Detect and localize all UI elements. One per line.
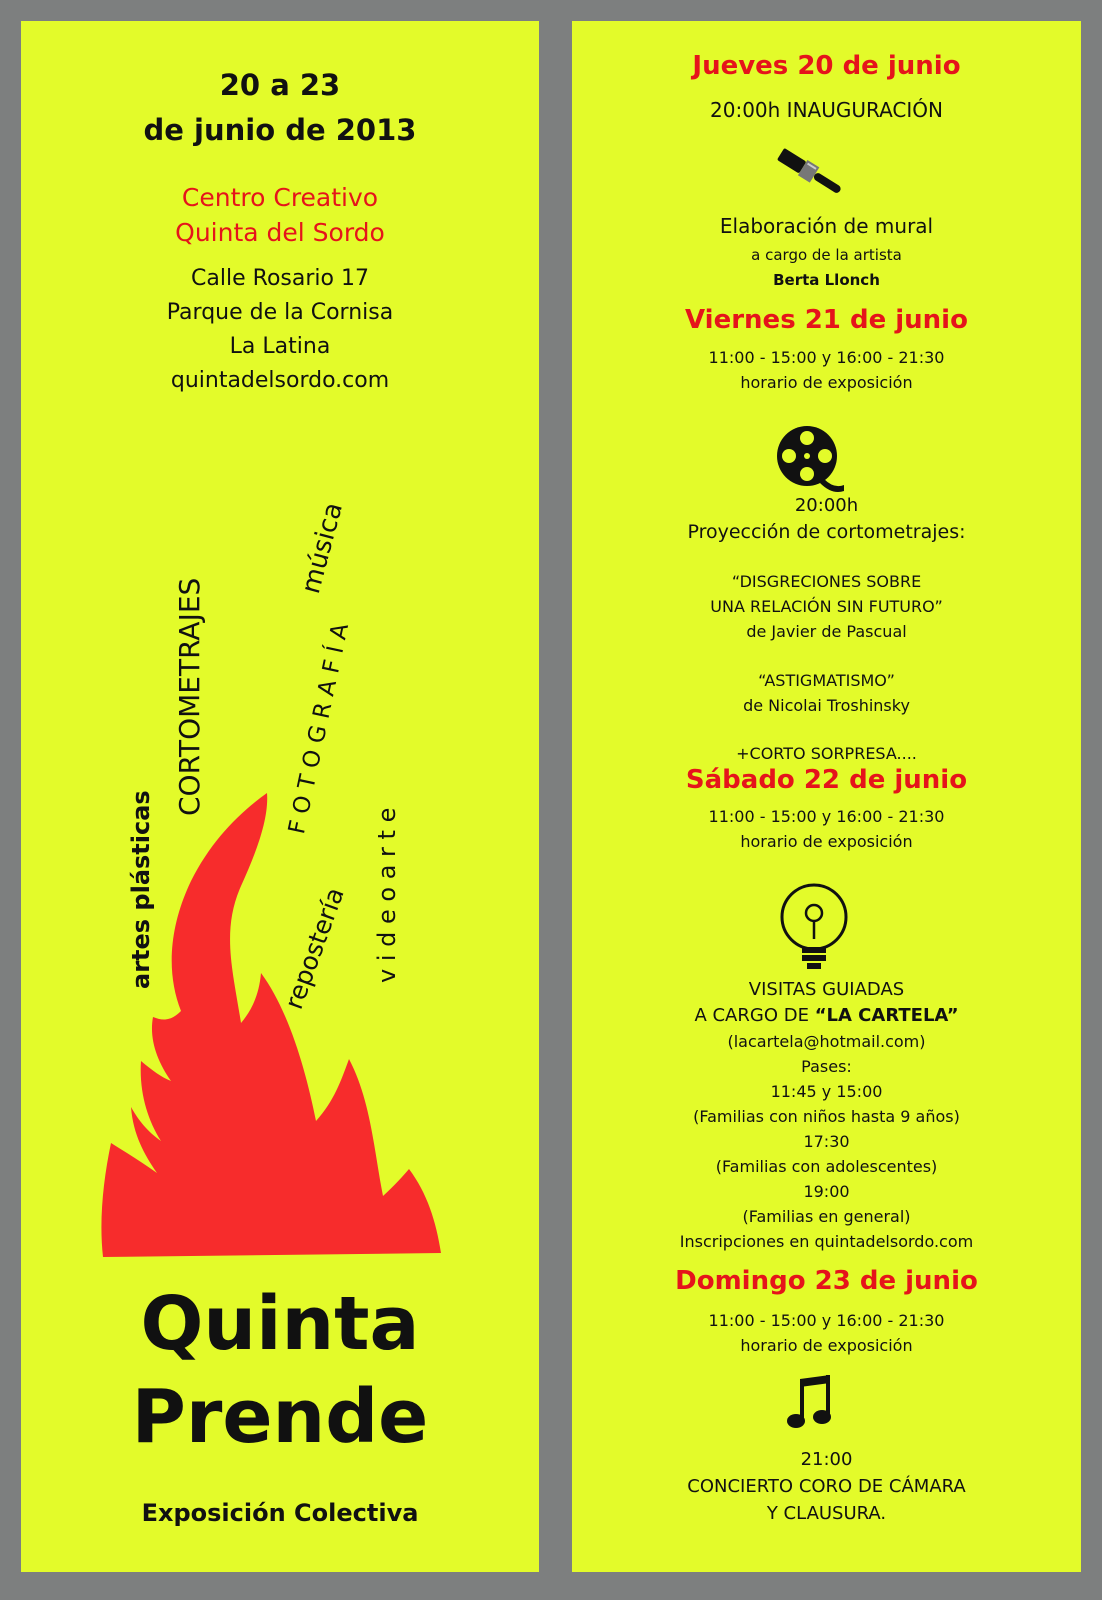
right-panel [572, 21, 1081, 1572]
friday-hours-label: horario de exposición [740, 373, 913, 392]
pass1-note: (Familias con niños hasta 9 años) [693, 1107, 960, 1126]
saturday-hours: 11:00 - 15:00 y 16:00 - 21:30 [708, 807, 945, 826]
sunday-hours-label: horario de exposición [740, 1336, 913, 1355]
pass1-time: 11:45 y 15:00 [770, 1082, 883, 1101]
saturday-hours-label: horario de exposición [740, 832, 913, 851]
discipline-artes-plasticas: artes plásticas [127, 790, 155, 989]
venue-name-line2: Quinta del Sordo [175, 218, 385, 247]
title-quinta: Quinta [140, 1281, 420, 1367]
address-street: Calle Rosario 17 [191, 266, 369, 291]
pass3-note: (Familias en general) [742, 1207, 911, 1226]
discipline-fotografia: F O T O G R A F Í A [284, 621, 355, 837]
film2-director: de Nicolai Troshinsky [743, 696, 910, 715]
heading-thursday: Jueves 20 de junio [692, 51, 961, 81]
friday-activity: Proyección de cortometrajes: [687, 521, 966, 543]
friday-time: 20:00h [794, 495, 859, 516]
tours-by-prefix: A CARGO DE [694, 1005, 809, 1026]
saturday-tours-by [572, 1005, 1081, 1026]
left-panel [21, 21, 539, 1572]
friday-surprise: +CORTO SORPRESA.... [736, 744, 917, 763]
lightbulb-icon [775, 883, 853, 973]
pass3-time: 19:00 [803, 1182, 850, 1201]
heading-saturday: Sábado 22 de junio [685, 765, 968, 795]
event-dates: 20 a 23 [219, 68, 341, 102]
discipline-cortometrajes: CORTOMETRAJES [173, 577, 206, 816]
sunday-concert: CONCIERTO CORO DE CÁMARA [687, 1476, 966, 1497]
sunday-time: 21:00 [800, 1449, 853, 1470]
film-reel-icon [774, 423, 846, 495]
heading-sunday: Domingo 23 de junio [675, 1266, 978, 1296]
pass2-time: 17:30 [803, 1132, 850, 1151]
saturday-tours: VISITAS GUIADAS [748, 979, 905, 1000]
address-park: Parque de la Cornisa [166, 300, 394, 325]
discipline-musica: música [296, 499, 349, 597]
event-dates-month: de junio de 2013 [143, 113, 417, 147]
thursday-activity: Elaboración de mural [719, 214, 934, 238]
sunday-hours: 11:00 - 15:00 y 16:00 - 21:30 [708, 1311, 945, 1330]
venue-website[interactable]: quintadelsordo.com [170, 368, 390, 393]
music-note-icon [786, 1373, 838, 1433]
subtitle: Exposición Colectiva [141, 1499, 419, 1527]
discipline-reposteria: repostería [279, 883, 350, 1013]
film1-director: de Javier de Pascual [746, 622, 907, 641]
tours-by-name: “LA CARTELA” [814, 1005, 959, 1026]
friday-hours: 11:00 - 15:00 y 16:00 - 21:30 [708, 348, 945, 367]
venue-name: Centro Creativo [181, 183, 379, 212]
discipline-videoarte: v i d e o a r t e [373, 807, 401, 983]
film1-title: “DISGRECIONES SOBRE [731, 572, 922, 591]
thursday-opening: 20:00h INAUGURACIÓN [710, 98, 943, 122]
film2-title: “ASTIGMATISMO” [758, 671, 895, 690]
thursday-by: a cargo de la artista [751, 246, 902, 264]
saturday-email[interactable]: (lacartela@hotmail.com) [727, 1032, 926, 1051]
pass2-note: (Familias con adolescentes) [715, 1157, 938, 1176]
paintbrush-icon [770, 141, 850, 201]
saturday-passes: Pases: [801, 1057, 852, 1076]
heading-friday: Viernes 21 de junio [685, 305, 968, 335]
address-district: La Latina [229, 334, 331, 359]
thursday-artist: Berta Llonch [773, 271, 880, 289]
sunday-concert-line2: Y CLAUSURA. [766, 1503, 887, 1524]
saturday-signup: Inscripciones en quintadelsordo.com [679, 1232, 974, 1251]
title-prende: Prende [131, 1374, 429, 1460]
film1-title-line2: UNA RELACIÓN SIN FUTURO” [710, 597, 943, 616]
